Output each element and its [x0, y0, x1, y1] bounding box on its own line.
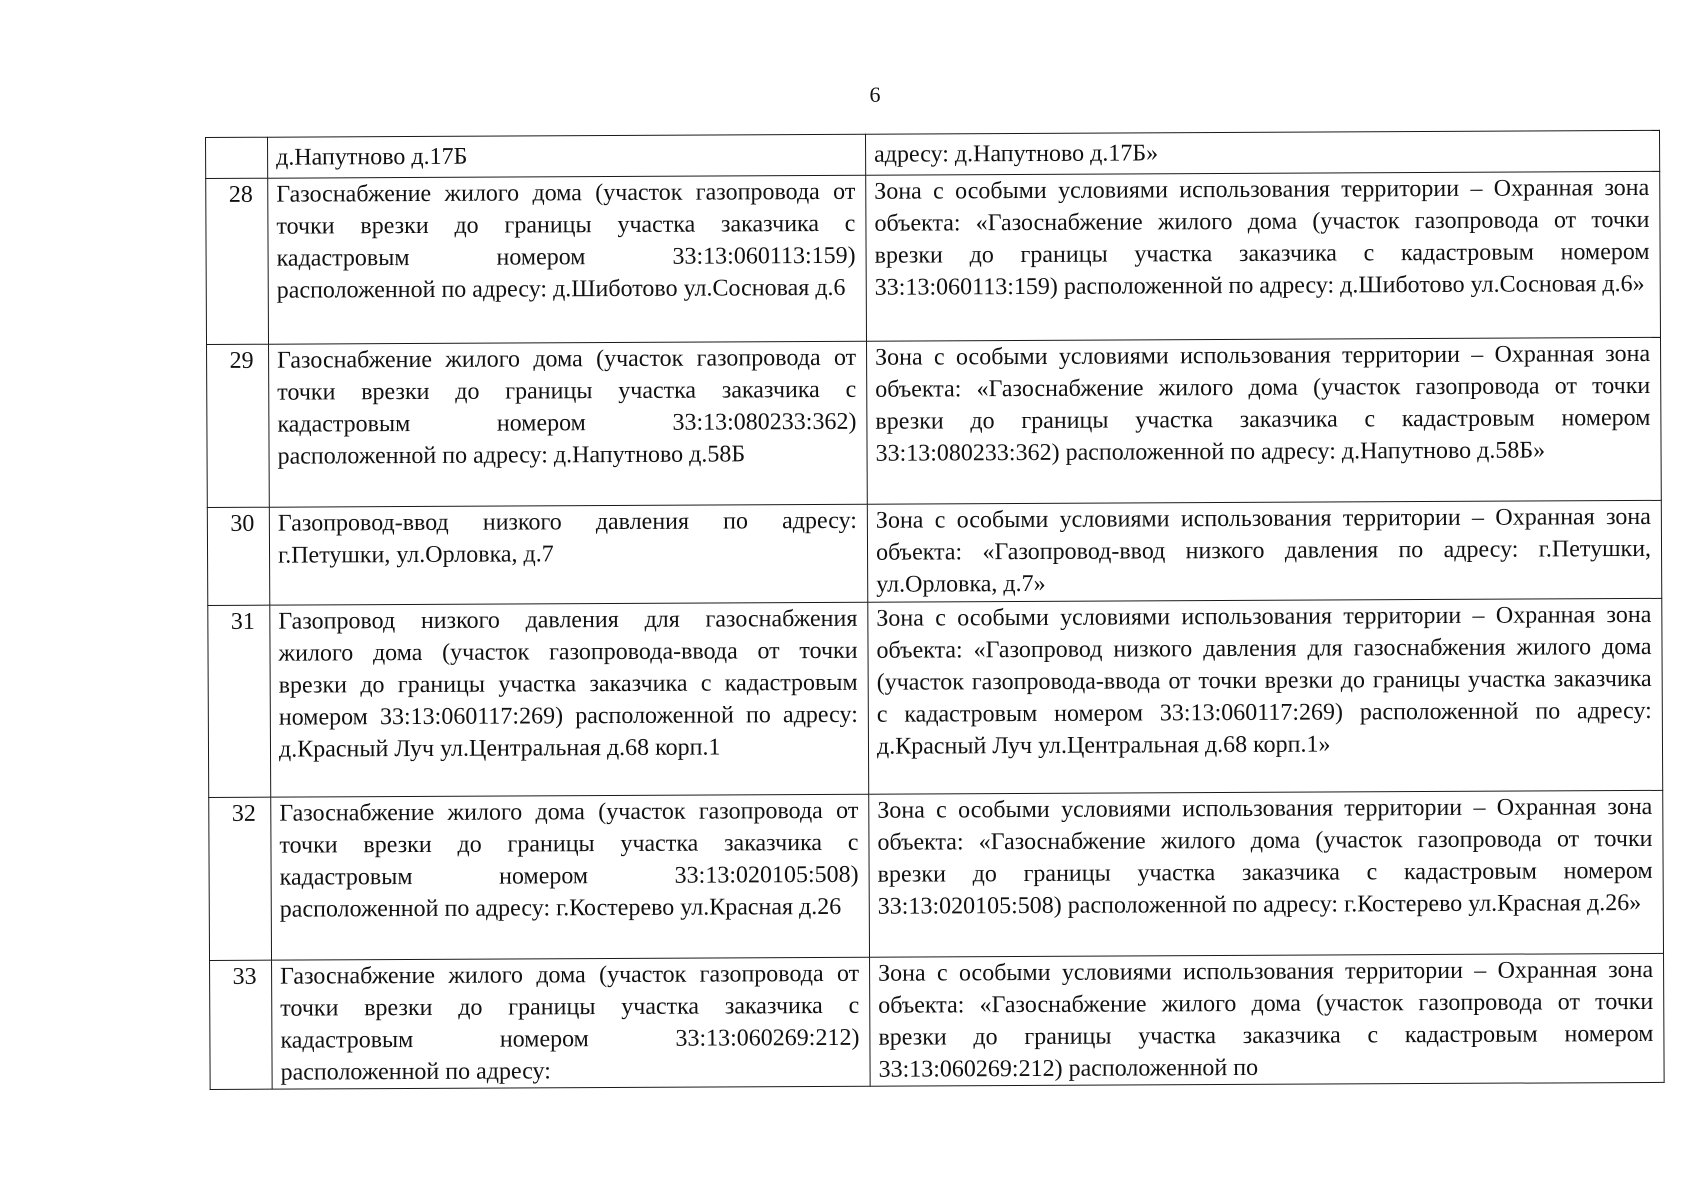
zone-description: Зона с особыми условиями использования территории – Охранная зона объекта: «Газоснабжение жилого дома (участок газопровода от точки врезки до границы участка заказчика с кадастровым номером 33:13:080233:362) расположенной по адресу: д.Напутново д.58Б»: [867, 337, 1662, 504]
row-number: 30: [207, 507, 269, 605]
table-row: [207, 500, 1661, 605]
object-description: Газоснабжение жилого дома (участок газопровода от точки врезки до границы участка заказчика с кадастровым номером 33:13:060113:159) расположенной по адресу: д.Шиботово ул.Сосновая д.6: [268, 175, 867, 344]
row-number: 31: [208, 605, 271, 797]
row-number: 29: [207, 344, 270, 507]
zone-description: Зона с особыми условиями использования территории – Охранная зона объекта: «Газоснабжение жилого дома (участок газопровода от точки врезки до границы участка заказчика с кадастровым номером 33:13:060269:212) расположенной по: [870, 953, 1665, 1086]
row-number: [206, 137, 268, 178]
row-number: 33: [210, 960, 273, 1089]
object-description: д.Напутново д.17Б: [268, 134, 866, 178]
table-row: [207, 337, 1662, 507]
object-description: Газопровод-ввод низкого давления по адресу: г.Петушки, ул.Орловка, д.7: [269, 504, 867, 605]
object-description: Газопровод низкого давления для газоснабжения жилого дома (участок газопровода-ввода от точки врезки до границы участка заказчика с кадастровым номером 33:13:060117:269) расположенной по адресу: д.Красный Луч ул.Центральная д.68 корп.1: [270, 602, 869, 797]
page-number: 6: [869, 82, 881, 107]
row-number: 32: [209, 797, 272, 960]
object-description: Газоснабжение жилого дома (участок газопровода от точки врезки до границы участка заказчика с кадастровым номером 33:13:020105:508) расположенной по адресу: г.Костерево ул.Красная д.26: [271, 794, 870, 960]
zone-description: адресу: д.Напутново д.17Б»: [865, 130, 1659, 175]
zone-description: Зона с особыми условиями использования территории – Охранная зона объекта: «Газопровод-ввод низкого давления по адресу: г.Петушки, ул.Орловка, д.7»: [867, 500, 1661, 602]
zone-description: Зона с особыми условиями использования территории – Охранная зона объекта: «Газоснабжение жилого дома (участок газопровода от точки врезки до границы участка заказчика с кадастровым номером 33:13:060113:159) расположенной по адресу: д.Шиботово ул.Сосновая д.6»: [866, 171, 1661, 341]
zone-description: Зона с особыми условиями использования территории – Охранная зона объекта: «Газоснабжение жилого дома (участок газопровода от точки врезки до границы участка заказчика с кадастровым номером 33:13:020105:508) расположенной по адресу: г.Костерево ул.Красная д.26»: [869, 790, 1664, 957]
table-row: [206, 171, 1661, 344]
table-row: [209, 790, 1664, 960]
objects-table: [205, 130, 1665, 1090]
table-row: [206, 130, 1660, 178]
table-row: [208, 598, 1663, 797]
zone-description: Зона с особыми условиями использования территории – Охранная зона объекта: «Газопровод низкого давления для газоснабжения жилого дома (участок газопровода-ввода от точки врезки до границы участка заказчика с кадастровым номером 33:13:060117:269) расположенной по адресу: д.Красный Луч ул.Центральная д.68 корп.1»: [868, 598, 1663, 794]
object-description: Газоснабжение жилого дома (участок газопровода от точки врезки до границы участка заказчика с кадастровым номером 33:13:060269:212) расположенной по адресу:: [272, 957, 871, 1089]
object-description: Газоснабжение жилого дома (участок газопровода от точки врезки до границы участка заказчика с кадастровым номером 33:13:080233:362) расположенной по адресу: д.Напутново д.58Б: [269, 341, 868, 507]
table-row: [210, 953, 1665, 1089]
row-number: 28: [206, 178, 269, 344]
